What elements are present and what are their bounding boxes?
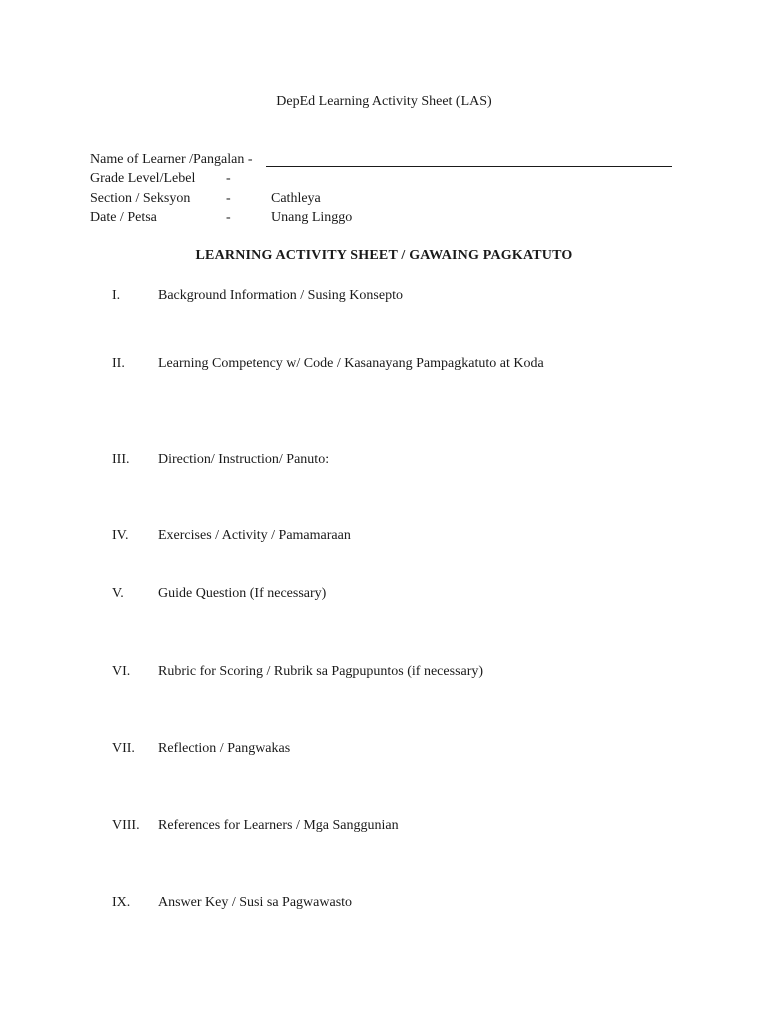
date-row <box>90 209 490 227</box>
learner-name-blank-line[interactable] <box>266 166 672 167</box>
outline-item-number: III. <box>112 452 130 467</box>
outline-item-number: VIII. <box>112 818 140 833</box>
learner-name-row <box>90 151 672 169</box>
date-label: Date / Petsa <box>90 210 157 225</box>
grade-level-label: Grade Level/Lebel <box>90 171 196 186</box>
outline-item-number: I. <box>112 288 121 303</box>
outline-item-text: Reflection / Pangwakas <box>158 741 291 756</box>
section-row <box>90 190 490 208</box>
outline-item-number: V. <box>112 586 124 601</box>
outline-item-text: Guide Question (If necessary) <box>158 586 327 601</box>
section-value: Cathleya <box>271 191 321 206</box>
outline-item-text: References for Learners / Mga Sanggunian <box>158 818 399 833</box>
learner-name-label: Name of Learner /Pangalan - <box>90 152 253 167</box>
outline-item-number: VII. <box>112 741 135 756</box>
outline-item-text: Exercises / Activity / Pamamaraan <box>158 528 351 543</box>
section-label: Section / Seksyon <box>90 191 191 206</box>
outline-item-number: IV. <box>112 528 129 543</box>
document-title: DepEd Learning Activity Sheet (LAS) <box>276 94 492 109</box>
section-heading: LEARNING ACTIVITY SHEET / GAWAING PAGKATUTO <box>195 248 573 263</box>
outline-item-text: Direction/ Instruction/ Panuto: <box>158 452 330 467</box>
section-dash: - <box>226 191 231 206</box>
outline-item-number: IX. <box>112 895 131 910</box>
grade-level-row <box>90 170 490 188</box>
date-value: Unang Linggo <box>271 210 353 225</box>
outline-item-number: II. <box>112 356 125 371</box>
outline-item-text: Learning Competency w/ Code / Kasanayang Pampagkatuto at Koda <box>158 356 544 371</box>
outline-item-number: VI. <box>112 664 131 679</box>
outline-item-text: Answer Key / Susi sa Pagwawasto <box>158 895 353 910</box>
date-dash: - <box>226 210 231 225</box>
grade-level-dash: - <box>226 171 231 186</box>
outline-item-text: Background Information / Susing Konsepto <box>158 288 403 303</box>
outline-item-text: Rubric for Scoring / Rubrik sa Pagpupuntos (if necessary) <box>158 664 484 679</box>
